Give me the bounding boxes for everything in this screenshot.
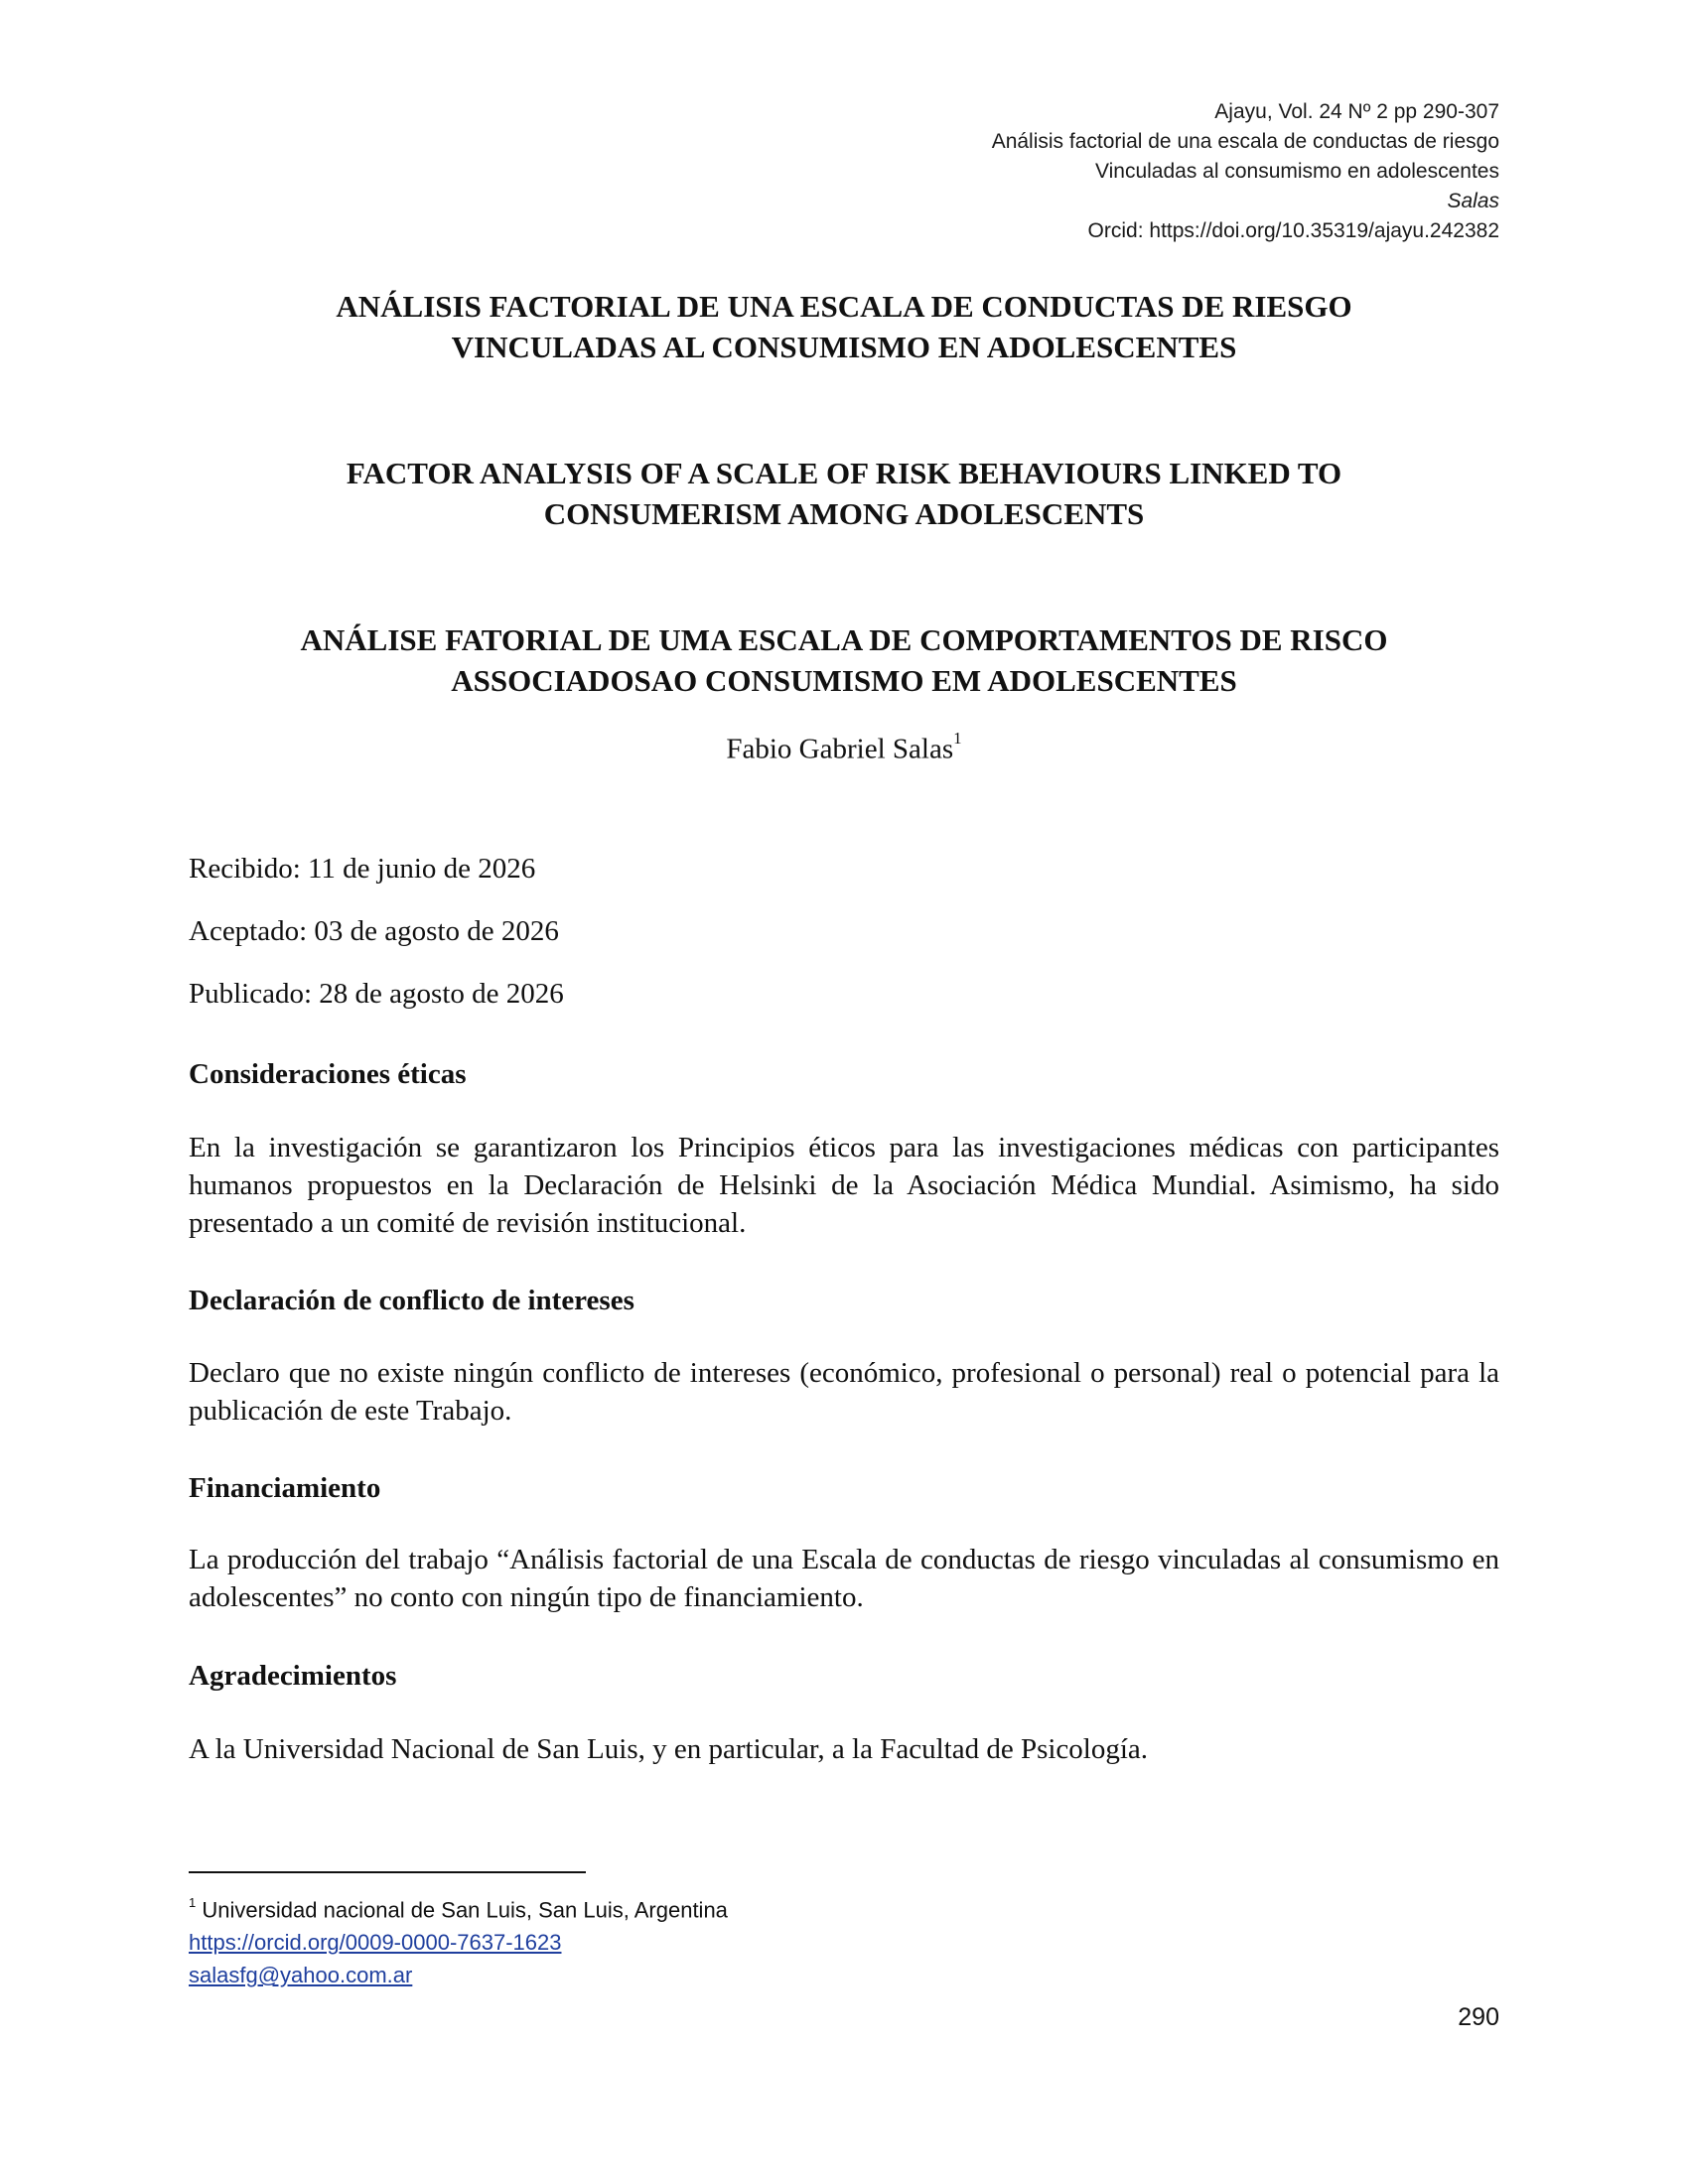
header-title-line-1: Análisis factorial de una escala de conductas de riesgo <box>991 130 1499 153</box>
title-spanish-line-1: ANÁLISIS FACTORIAL DE UNA ESCALA DE CONDUCTAS DE RIESGO <box>336 289 1352 324</box>
orcid-link[interactable]: https://orcid.org/0009-0000-7637-1623 <box>189 1930 562 1956</box>
acknowledgements-paragraph: A la Universidad Nacional de San Luis, y en particular, a la Facultad de Psicología. <box>189 1733 1149 1765</box>
funding-heading: Financiamiento <box>189 1472 381 1504</box>
footnote-affiliation: Universidad nacional de San Luis, San Luis, Argentina <box>196 1897 728 1923</box>
running-header <box>506 97 1499 246</box>
author-name: Fabio Gabriel Salas <box>726 733 954 765</box>
title-english-line-2: CONSUMERISM AMONG ADOLESCENTS <box>543 496 1145 531</box>
footnote-mark: 1 <box>189 1895 197 1910</box>
published-date: Publicado: 28 de agosto de 2026 <box>189 978 564 1010</box>
journal-citation: Ajayu, Vol. 24 Nº 2 pp 290-307 <box>1214 100 1499 123</box>
title-portuguese-line-2: ASSOCIADOSAO CONSUMISMO EM ADOLESCENTES <box>451 663 1237 698</box>
footnote-divider <box>189 1871 586 1873</box>
title-portuguese-line-1: ANÁLISE FATORIAL DE UMA ESCALA DE COMPORTAMENTOS DE RISCO <box>300 622 1388 657</box>
header-title-line-2: Vinculadas al consumismo en adolescentes <box>1094 160 1499 183</box>
email-link[interactable]: salasfg@yahoo.com.ar <box>189 1963 413 1988</box>
funding-paragraph: La producción del trabajo “Análisis factorial de una Escala de conductas de riesgo vinculadas al consumismo en adolescentes” no conto con ningún tipo de financiamiento. <box>189 1544 1499 1613</box>
ethics-heading: Consideraciones éticas <box>189 1058 467 1090</box>
footnote <box>189 1888 1082 1991</box>
ethics-paragraph: En la investigación se garantizaron los Principios éticos para las investigaciones médicas con participantes humanos propuestos en la Declaración de Helsinki de la Asociación Médica Mundial. Asimismo, ha sido presentado a un comité de revisión institucional. <box>189 1132 1499 1239</box>
accepted-date: Aceptado: 03 de agosto de 2026 <box>189 915 559 947</box>
title-english-line-1: FACTOR ANALYSIS OF A SCALE OF RISK BEHAVIOURS LINKED TO <box>346 456 1342 490</box>
conflict-heading: Declaración de conflicto de intereses <box>189 1285 634 1316</box>
received-date: Recibido: 11 de junio de 2026 <box>189 853 536 885</box>
title-spanish <box>189 286 1499 367</box>
footnote-affiliation-line <box>189 1888 1082 1926</box>
author-line <box>189 725 1499 767</box>
title-portuguese <box>189 619 1499 701</box>
header-author: Salas <box>1447 190 1499 212</box>
page-number: 290 <box>1458 2003 1499 2031</box>
author-footnote-mark: 1 <box>953 729 962 748</box>
title-english <box>189 453 1499 534</box>
acknowledgements-heading: Agradecimientos <box>189 1660 397 1692</box>
conflict-paragraph: Declaro que no existe ningún conflicto de intereses (económico, profesional o personal) real o potencial para la publicación de este Trabajo. <box>189 1357 1499 1427</box>
title-spanish-line-2: VINCULADAS AL CONSUMISMO EN ADOLESCENTES <box>451 330 1237 364</box>
header-doi: Orcid: https://doi.org/10.35319/ajayu.242382 <box>1087 219 1499 242</box>
